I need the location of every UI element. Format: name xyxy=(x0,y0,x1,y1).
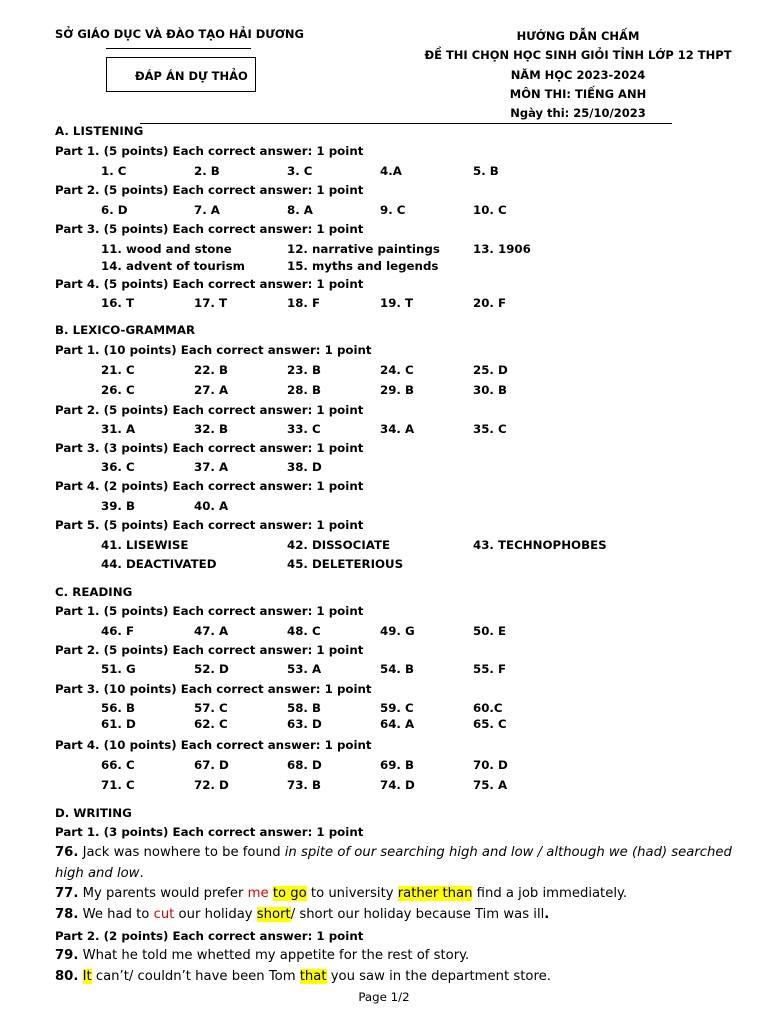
answer-item: 20. F xyxy=(473,296,507,310)
question-number: 78. xyxy=(55,907,79,922)
answer-item: 56. B xyxy=(101,701,135,715)
answer-item: 68. D xyxy=(287,758,322,772)
answer-item: 3. C xyxy=(287,164,313,178)
answer-item: 2. B xyxy=(194,164,220,178)
answer-item: 61. D xyxy=(101,717,136,731)
answer-item: 64. A xyxy=(380,717,415,731)
answer-item: 37. A xyxy=(194,460,229,474)
answer-item: 38. D xyxy=(287,460,322,474)
highlighted-keyword: that xyxy=(299,969,327,984)
question-number: 76. xyxy=(55,845,79,860)
answer-item: 44. DEACTIVATED xyxy=(101,557,217,571)
lexico-part2-heading: Part 2. (5 points) Each correct answer: 1 point xyxy=(55,403,364,417)
writing-answer-76: 76. Jack was nowhere to be found in spite of our searching high and low / although we (had) searched high and low. xyxy=(55,845,732,881)
answer-item: 67. D xyxy=(194,758,229,772)
answer-item: 35. C xyxy=(473,422,507,436)
answer-item: 72. D xyxy=(194,778,229,792)
writing-answer-78: 78. We had to cut our holiday short/ short our holiday because Tim was ill. xyxy=(55,907,550,922)
lexico-part4-heading: Part 4. (2 points) Each correct answer: 1 point xyxy=(55,479,364,493)
answer-item: 58. B xyxy=(287,701,321,715)
writing-answer-80: 80. It can’t/ couldn’t have been Tom that you saw in the department store. xyxy=(55,969,551,984)
answer-item: 63. D xyxy=(287,717,322,731)
red-keyword: cut xyxy=(153,907,175,922)
answer-item: 54. B xyxy=(380,662,414,676)
answer-item: 49. G xyxy=(380,624,415,638)
draft-answer-label: ĐÁP ÁN DỰ THẢO xyxy=(135,69,248,83)
title-line-4: MÔN THI: TIẾNG ANH xyxy=(509,86,647,101)
highlighted-keyword: It xyxy=(82,969,92,984)
answer-item: 25. D xyxy=(473,363,508,377)
answer-item: 74. D xyxy=(380,778,415,792)
answer-item: 36. C xyxy=(101,460,135,474)
answer-item: 71. C xyxy=(101,778,135,792)
answer-item: 47. A xyxy=(194,624,229,638)
reading-part2-heading: Part 2. (5 points) Each correct answer: 1 point xyxy=(55,643,364,657)
answer-item: 59. C xyxy=(380,701,414,715)
answer-item: 66. C xyxy=(101,758,135,772)
page-number: Page 1/2 xyxy=(358,990,410,1004)
answer-item: 17. T xyxy=(194,296,228,310)
answer-item: 40. A xyxy=(194,499,229,513)
answer-item: 41. LISEWISE xyxy=(101,538,189,552)
section-lexico-title: B. LEXICO-GRAMMAR xyxy=(55,323,196,337)
answer-item: 60.C xyxy=(473,701,503,715)
writing-answer-77: 77. My parents would prefer me to go to university rather than find a job immediately. xyxy=(55,886,628,901)
answer-item: 45. DELETERIOUS xyxy=(287,557,404,571)
answer-item: 13. 1906 xyxy=(473,242,531,256)
answer-item: 52. D xyxy=(194,662,229,676)
answer-item: 33. C xyxy=(287,422,321,436)
answer-item: 62. C xyxy=(194,717,228,731)
reading-part1-heading: Part 1. (5 points) Each correct answer: 1 point xyxy=(55,604,364,618)
reading-part3-heading: Part 3. (10 points) Each correct answer: 1 point xyxy=(55,682,372,696)
answer-item: 50. E xyxy=(473,624,507,638)
header-underline xyxy=(106,48,251,49)
answer-item: 75. A xyxy=(473,778,508,792)
answer-item: 22. B xyxy=(194,363,228,377)
answer-item: 42. DISSOCIATE xyxy=(287,538,391,552)
title-line-3: NĂM HỌC 2023-2024 xyxy=(510,67,646,82)
answer-item: 1. C xyxy=(101,164,127,178)
title-line-1: HƯỚNG DẪN CHẤM xyxy=(516,29,640,43)
lexico-part3-heading: Part 3. (3 points) Each correct answer: 1 point xyxy=(55,441,364,455)
title-line-5: Ngày thi: 25/10/2023 xyxy=(510,106,646,121)
section-listening-title: A. LISTENING xyxy=(55,124,144,138)
answer-item: 15. myths and legends xyxy=(287,259,439,273)
answer-item: 39. B xyxy=(101,499,135,513)
answer-item: 24. C xyxy=(380,363,414,377)
answer-item: 9. C xyxy=(380,203,406,217)
listening-part2-heading: Part 2. (5 points) Each correct answer: 1 point xyxy=(55,183,364,197)
section-reading-title: C. READING xyxy=(55,585,133,599)
section-writing-title: D. WRITING xyxy=(55,806,132,820)
italic-answer: in spite of our searching high and low / although we (had) searched high and low xyxy=(55,845,732,881)
answer-item: 53. A xyxy=(287,662,322,676)
answer-item: 28. B xyxy=(287,383,321,397)
answer-item: 48. C xyxy=(287,624,321,638)
answer-item: 5. B xyxy=(473,164,499,178)
highlighted-keyword: to go xyxy=(272,886,307,901)
answer-item: 19. T xyxy=(380,296,414,310)
document-title-block xyxy=(360,27,768,123)
writing-part2-heading: Part 2. (2 points) Each correct answer: 1 point xyxy=(55,929,364,943)
listening-part3-heading: Part 3. (5 points) Each correct answer: 1 point xyxy=(55,222,364,236)
title-line-2: ĐỀ THI CHỌN HỌC SINH GIỎI TỈNH LỚP 12 THPT xyxy=(424,48,732,63)
answer-item: 29. B xyxy=(380,383,414,397)
answer-item: 27. A xyxy=(194,383,229,397)
answer-item: 69. B xyxy=(380,758,414,772)
answer-item: 7. A xyxy=(194,203,220,217)
writing-part1-heading: Part 1. (3 points) Each correct answer: 1 point xyxy=(55,825,364,839)
answer-item: 18. F xyxy=(287,296,321,310)
answer-item: 31. A xyxy=(101,422,136,436)
red-keyword: me xyxy=(247,886,269,901)
highlighted-keyword: short xyxy=(256,907,291,922)
answer-item: 21. C xyxy=(101,363,135,377)
answer-item: 51. G xyxy=(101,662,136,676)
answer-item: 30. B xyxy=(473,383,507,397)
answer-item: 32. B xyxy=(194,422,228,436)
answer-item: 46. F xyxy=(101,624,135,638)
highlighted-keyword: rather than xyxy=(397,886,473,901)
writing-answer-79: 79. What he told me whetted my appetite for the rest of story. xyxy=(55,948,470,963)
answer-item: 43. TECHNOPHOBES xyxy=(473,538,607,552)
answer-item: 4.A xyxy=(380,164,402,178)
answer-item: 26. C xyxy=(101,383,135,397)
lexico-part1-heading: Part 1. (10 points) Each correct answer: 1 point xyxy=(55,343,372,357)
answer-item: 12. narrative paintings xyxy=(287,242,440,256)
answer-item: 14. advent of tourism xyxy=(101,259,245,273)
answer-item: 6. D xyxy=(101,203,128,217)
answer-item: 16. T xyxy=(101,296,135,310)
listening-part1-heading: Part 1. (5 points) Each correct answer: 1 point xyxy=(55,144,364,158)
listening-part4-heading: Part 4. (5 points) Each correct answer: 1 point xyxy=(55,277,364,291)
header-divider xyxy=(140,123,672,124)
answer-item: 23. B xyxy=(287,363,321,377)
answer-item: 57. C xyxy=(194,701,228,715)
answer-item: 10. C xyxy=(473,203,507,217)
question-number: 77. xyxy=(55,886,79,901)
question-number: 79. xyxy=(55,948,79,963)
department-name: SỞ GIÁO DỤC VÀ ĐÀO TẠO HẢI DƯƠNG xyxy=(55,27,304,41)
answer-item: 65. C xyxy=(473,717,507,731)
answer-item: 70. D xyxy=(473,758,508,772)
answer-item: 8. A xyxy=(287,203,313,217)
answer-item: 73. B xyxy=(287,778,321,792)
answer-item: 34. A xyxy=(380,422,415,436)
draft-answer-box xyxy=(106,57,256,92)
reading-part4-heading: Part 4. (10 points) Each correct answer: 1 point xyxy=(55,738,372,752)
lexico-part5-heading: Part 5. (5 points) Each correct answer: 1 point xyxy=(55,518,364,532)
answer-item: 11. wood and stone xyxy=(101,242,232,256)
answer-item: 55. F xyxy=(473,662,507,676)
question-number: 80. xyxy=(55,969,79,984)
